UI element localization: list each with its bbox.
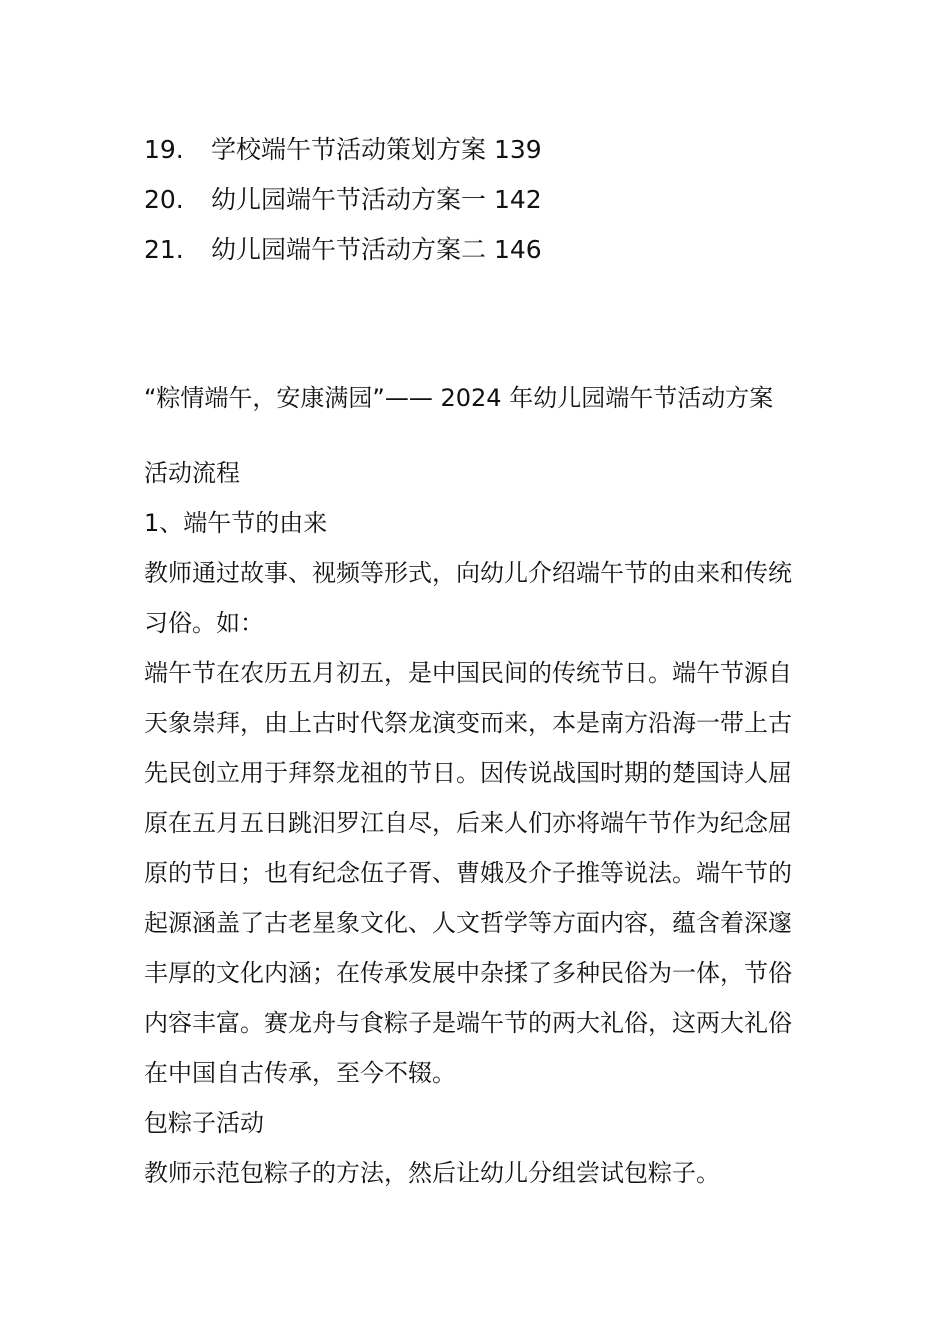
toc-item-number: 19. bbox=[144, 135, 184, 164]
paragraph-intro: 教师通过故事、视频等形式，向幼儿介绍端午节的由来和传统习俗。如： bbox=[144, 559, 792, 637]
paragraph-zongzi-activity: 教师示范包粽子的方法，然后让幼儿分组尝试包粽子。 bbox=[144, 1159, 720, 1187]
toc-item-text: 幼儿园端午节活动方案一 142 bbox=[211, 185, 542, 214]
toc-item-text: 学校端午节活动策划方案 139 bbox=[211, 135, 542, 164]
toc-item bbox=[144, 178, 804, 228]
document-body bbox=[144, 448, 796, 1198]
subheading-zongzi-activity: 包粽子活动 bbox=[144, 1109, 264, 1137]
toc-item-text: 幼儿园端午节活动方案二 146 bbox=[211, 235, 542, 264]
paragraph-festival-origin: 端午节在农历五月初五，是中国民间的传统节日。端午节源自天象崇拜，由上古时代祭龙演变而来，本是南方沿海一带上古先民创立用于拜祭龙祖的节日。因传说战国时期的楚国诗人屈原在五月五日跳汨罗江自尽，后来人们亦将端午节作为纪念屈原的节日；也有纪念伍子胥、曹娥及介子推等说法。端午节的起源涵盖了古老星象文化、人文哲学等方面内容，蕴含着深邃丰厚的文化内涵；在传承发展中杂揉了多种民俗为一体，节俗内容丰富。赛龙舟与食粽子是端午节的两大礼俗，这两大礼俗在中国自古传承，至今不辍。 bbox=[144, 659, 792, 1087]
toc-item-number: 21. bbox=[144, 235, 184, 264]
table-of-contents bbox=[144, 128, 804, 278]
toc-item-number: 20. bbox=[144, 185, 184, 214]
subheading-festival-origin: 1、端午节的由来 bbox=[144, 509, 328, 537]
section-heading-activity-flow: 活动流程 bbox=[144, 459, 240, 487]
toc-item bbox=[144, 128, 804, 178]
document-title: “粽情端午，安康满园”—— 2024 年幼儿园端午节活动方案 bbox=[144, 384, 774, 412]
toc-item bbox=[144, 228, 804, 278]
